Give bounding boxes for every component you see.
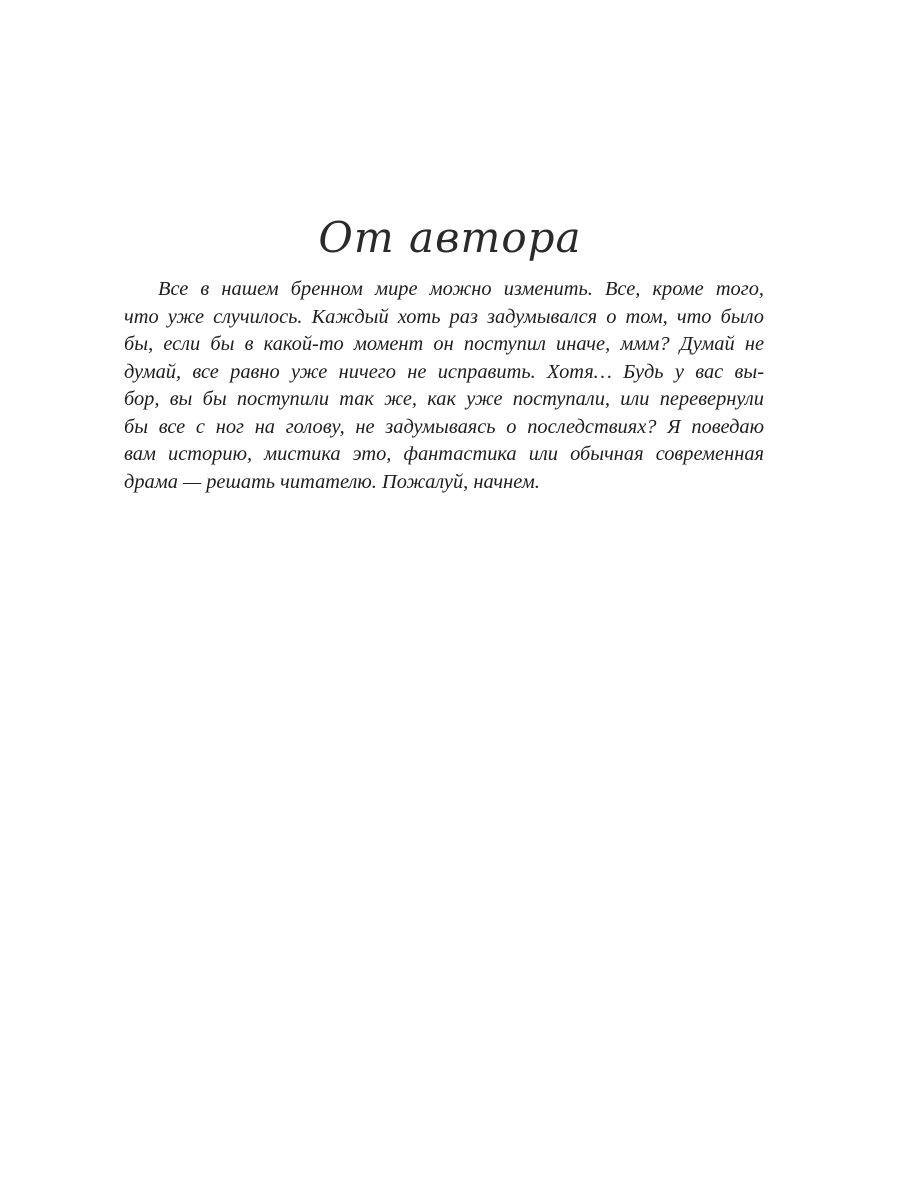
paragraph-line: Все в нашем бренном мире можно изменить. Все, кроме того, bbox=[158, 278, 764, 300]
paragraph-line: бор, вы бы поступили так же, как уже поступали, или перевернули bbox=[124, 388, 764, 410]
paragraph-line: думай, все равно уже ничего не исправить. Хотя… Будь у вас вы- bbox=[124, 360, 764, 383]
paragraph-line: драма — решать читателю. Пожалуй, начнем. bbox=[124, 470, 540, 493]
paragraph-line: бы, если бы в какой-то момент он поступил иначе, ммм? Думай не bbox=[124, 333, 764, 355]
chapter-title: От автора bbox=[318, 213, 582, 262]
paragraph-line: бы все с ног на голову, не задумываясь о последствиях? Я поведаю bbox=[124, 415, 764, 438]
paragraph-line: вам историю, мистика это, фантастика или обычная современная bbox=[124, 443, 764, 465]
body-paragraph bbox=[124, 276, 764, 496]
paragraph-line: что уже случилось. Каждый хоть раз задумывался о том, что было bbox=[124, 305, 764, 328]
